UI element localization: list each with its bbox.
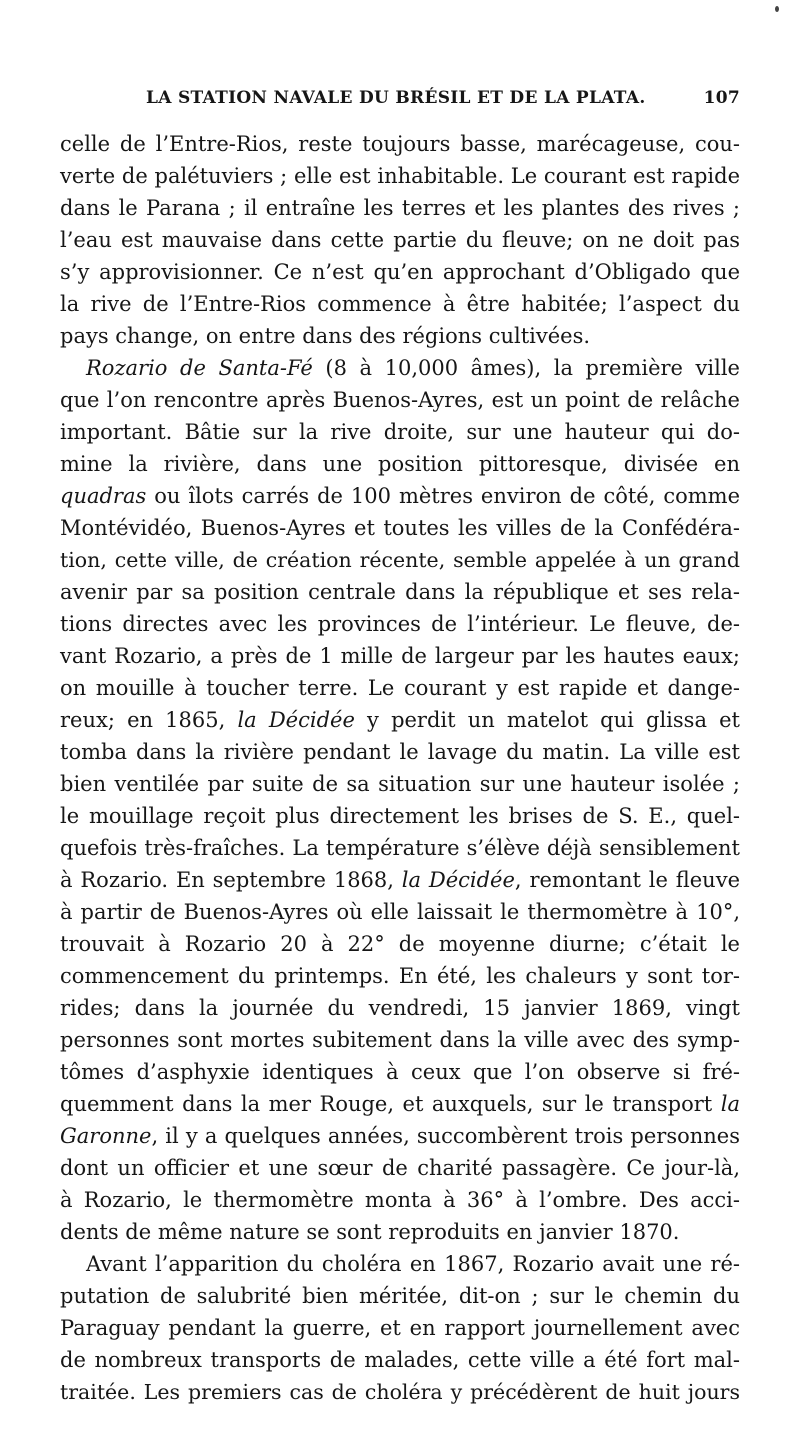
- text-line: [60, 1344, 740, 1376]
- text-segment: s’y approvisionner. Ce n’est qu’en approchant d’Obligado que: [60, 260, 740, 284]
- text-segment: mine la rivière, dans une position pittoresque, divisée en: [60, 452, 740, 476]
- text-line: [60, 288, 740, 320]
- text-line: [60, 704, 740, 736]
- text-line: [60, 480, 740, 512]
- print-speck: [775, 6, 779, 12]
- text-segment: tion, cette ville, de création récente, semble appelée à un grand: [60, 548, 740, 572]
- text-line: [60, 1312, 740, 1344]
- text-line: [60, 352, 740, 384]
- text-segment: Avant l’apparition du choléra en 1867, Rozario avait une ré-: [86, 1252, 740, 1276]
- text-line: [60, 384, 740, 416]
- text-segment: à partir de Buenos-Ayres où elle laissait le thermomètre à 10°,: [60, 900, 740, 924]
- text-segment: quefois très-fraîches. La température s’élève déjà sensiblement: [60, 836, 740, 860]
- text-line: [60, 416, 740, 448]
- text-line: [60, 992, 740, 1024]
- body-text: [60, 128, 740, 1408]
- text-line: [60, 128, 740, 160]
- text-line: [60, 576, 740, 608]
- italic-text: la Décidée: [401, 868, 515, 892]
- text-segment: dents de même nature se sont reproduits en janvier 1870.: [60, 1220, 680, 1244]
- text-segment: traitée. Les premiers cas de choléra y précédèrent de huit jours: [60, 1380, 740, 1404]
- text-line: [60, 1376, 740, 1408]
- text-line: [60, 928, 740, 960]
- page-number: 107: [703, 88, 740, 108]
- text-segment: à Rozario. En septembre 1868,: [60, 868, 402, 892]
- text-line: [60, 672, 740, 704]
- text-segment: l’eau est mauvaise dans cette partie du fleuve; on ne doit pas: [60, 228, 740, 252]
- italic-text: la: [720, 1092, 740, 1116]
- text-segment: à Rozario, le thermomètre monta à 36° à l’ombre. Des acci-: [60, 1188, 740, 1212]
- text-segment: tions directes avec les provinces de l’intérieur. Le fleuve, de-: [60, 612, 740, 636]
- text-line: [60, 896, 740, 928]
- text-segment: le mouillage reçoit plus directement les brises de S. E., quel-: [60, 804, 740, 828]
- text-line: [60, 544, 740, 576]
- text-line: [60, 800, 740, 832]
- text-line: [60, 960, 740, 992]
- text-segment: , remontant le fleuve: [514, 868, 740, 892]
- text-line: [60, 1248, 740, 1280]
- text-segment: tomba dans la rivière pendant le lavage du matin. La ville est: [60, 740, 740, 764]
- text-line: [60, 736, 740, 768]
- italic-text: Garonne: [60, 1124, 152, 1148]
- text-segment: verte de palétuviers ; elle est inhabitable. Le courant est rapide: [60, 164, 740, 188]
- text-line: [60, 256, 740, 288]
- text-line: [60, 640, 740, 672]
- text-line: [60, 192, 740, 224]
- italic-text: quadras: [60, 484, 147, 508]
- text-line: [60, 608, 740, 640]
- text-segment: tômes d’asphyxie identiques à ceux que l’on observe si fré-: [60, 1060, 740, 1084]
- text-segment: avenir par sa position centrale dans la république et ses rela-: [60, 580, 740, 604]
- text-segment: Montévidéo, Buenos-Ayres et toutes les villes de la Confédéra-: [60, 516, 740, 540]
- text-segment: ou îlots carrés de 100 mètres environ de côté, comme: [146, 484, 740, 508]
- text-line: [60, 448, 740, 480]
- text-segment: dont un officier et une sœur de charité passagère. Ce jour-là,: [60, 1156, 740, 1180]
- text-line: [60, 1216, 740, 1248]
- text-segment: on mouille à toucher terre. Le courant y est rapide et dange-: [60, 676, 740, 700]
- text-segment: bien ventilée par suite de sa situation sur une hauteur isolée ;: [60, 772, 740, 796]
- text-line: [60, 832, 740, 864]
- text-segment: personnes sont mortes subitement dans la ville avec des symp-: [60, 1028, 740, 1052]
- text-line: [60, 864, 740, 896]
- text-line: [60, 1056, 740, 1088]
- text-segment: pays change, on entre dans des régions cultivées.: [60, 324, 591, 348]
- text-line: [60, 1184, 740, 1216]
- text-segment: , il y a quelques années, succombèrent trois personnes: [151, 1124, 740, 1148]
- page-header: [146, 88, 740, 118]
- text-segment: de nombreux transports de malades, cette ville a été fort mal-: [60, 1348, 740, 1372]
- text-line: [60, 1088, 740, 1120]
- text-segment: vant Rozario, a près de 1 mille de largeur par les hautes eaux;: [60, 644, 740, 668]
- text-segment: reux; en 1865,: [60, 708, 238, 732]
- text-segment: important. Bâtie sur la rive droite, sur une hauteur qui do-: [60, 420, 740, 444]
- text-line: [60, 1120, 740, 1152]
- text-segment: trouvait à Rozario 20 à 22° de moyenne diurne; c’était le: [60, 932, 740, 956]
- text-segment: quemment dans la mer Rouge, et auxquels, sur le transport: [60, 1092, 721, 1116]
- text-segment: que l’on rencontre après Buenos-Ayres, est un point de relâche: [60, 388, 740, 412]
- text-line: [60, 320, 740, 352]
- text-segment: (8 à 10,000 âmes), la première ville: [312, 356, 740, 380]
- text-line: [60, 512, 740, 544]
- text-segment: rides; dans la journée du vendredi, 15 janvier 1869, vingt: [60, 996, 740, 1020]
- italic-text: Rozario de Santa-Fé: [86, 356, 313, 380]
- text-segment: dans le Parana ; il entraîne les terres et les plantes des rives ;: [60, 196, 740, 220]
- text-segment: putation de salubrité bien méritée, dit-on ; sur le chemin du: [60, 1284, 740, 1308]
- text-segment: commencement du printemps. En été, les chaleurs y sont tor-: [60, 964, 740, 988]
- text-segment: y perdit un matelot qui glissa et: [354, 708, 740, 732]
- running-head: LA STATION NAVALE DU BRÉSIL ET DE LA PLATA.: [146, 88, 646, 108]
- text-segment: Paraguay pendant la guerre, et en rapport journellement avec: [60, 1316, 740, 1340]
- italic-text: la Décidée: [237, 708, 355, 732]
- text-line: [60, 224, 740, 256]
- text-line: [60, 1280, 740, 1312]
- text-line: [60, 1152, 740, 1184]
- text-segment: la rive de l’Entre-Rios commence à être habitée; l’aspect du: [60, 292, 740, 316]
- text-line: [60, 1024, 740, 1056]
- text-line: [60, 160, 740, 192]
- text-segment: celle de l’Entre-Rios, reste toujours basse, marécageuse, cou-: [60, 132, 740, 156]
- text-line: [60, 768, 740, 800]
